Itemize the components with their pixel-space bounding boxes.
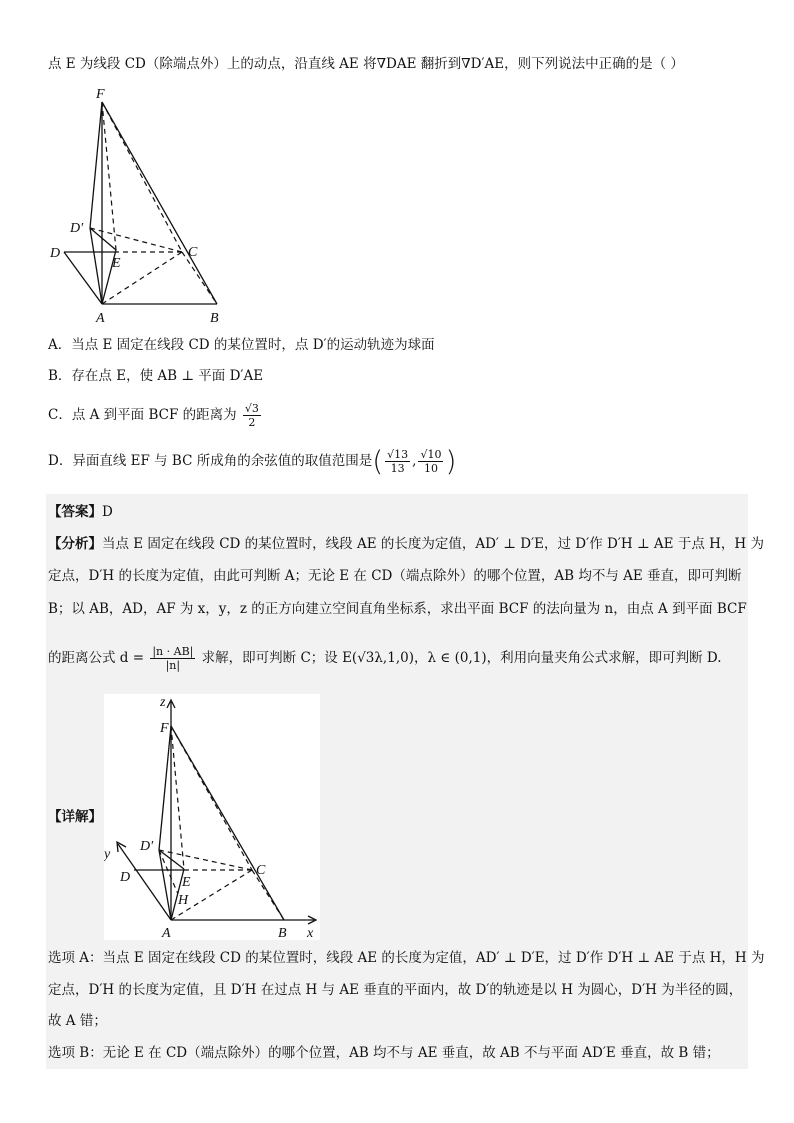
label-F: F xyxy=(160,721,169,736)
detail-label: 【详解】 xyxy=(48,809,102,825)
figure-2-coordinate-pyramid xyxy=(104,694,320,940)
detail-a-line-2: 定点，D′H 的长度为定值，且 D′H 在过点 H 与 AE 垂直的平面内，故 D′的轨迹是以 H 为圆心，D′H 为半径的圆， xyxy=(48,982,743,998)
label-H: H xyxy=(178,893,189,908)
figure-1-pyramid xyxy=(46,82,236,327)
analysis-line-1: 【分析】当点 E 固定在线段 CD 的某位置时，线段 AE 的长度为定值，AD′ ⊥ D′E，过 D′作 D′H ⊥ AE 于点 H，H 为 xyxy=(48,536,764,552)
question-intro: 点 E 为线段 CD（除端点外）上的动点，沿直线 AE 将∇DAE 翻折到∇D′AE，则下列说法中正确的是（ ） xyxy=(48,56,684,72)
label-B: B xyxy=(210,311,219,326)
option-b: B．存在点 E，使 AB ⊥ 平面 D′AE xyxy=(48,368,264,384)
label-A: A xyxy=(96,311,105,326)
label-y: y xyxy=(104,847,111,862)
analysis-line-2: 定点，D′H 的长度为定值，由此可判断 A；无论 E 在 CD（端点除外）的哪个位置，AB 均不与 AE 垂直，即可判断 xyxy=(48,568,742,584)
option-c: C．点 A 到平面 BCF 的距离为 $\frac{√3}{2}$ xyxy=(48,402,259,429)
detail-b-line-1: 选项 B：无论 E 在 CD（端点除外）的哪个位置，AB 均不与 AE 垂直，故 AB 不与平面 AD′E 垂直，故 B 错； xyxy=(48,1045,720,1061)
label-D-prime: D′ xyxy=(70,221,84,236)
label-x: x xyxy=(307,926,314,940)
option-d: D．异面直线 EF 与 BC 所成角的余弦值的取值范围是( $\frac{√13}{13}$ , $\frac{√10}{10}$ ) xyxy=(48,444,457,478)
distance-formula: $\frac{|n \cdot AB|}{|n|}$ xyxy=(152,645,194,672)
label-D: D xyxy=(50,246,61,261)
analysis-line-4: 的距离公式 d = $\frac{|n \cdot AB|}{|n|}$ 求解，即可判断 C；设 E(√3λ,1,0)，λ ∈ (0,1)，利用向量夹角公式求解，即可判断 D. xyxy=(48,645,722,672)
label-D: D xyxy=(120,870,131,885)
label-E: E xyxy=(112,256,121,271)
label-E: E xyxy=(182,875,191,890)
label-C: C xyxy=(256,863,266,878)
label-D-prime: D′ xyxy=(140,839,154,854)
label-A: A xyxy=(162,926,171,940)
option-d-fraction-1: $\frac{√13}{13}$ xyxy=(387,448,409,475)
label-F: F xyxy=(96,87,105,102)
option-a: A．当点 E 固定在线段 CD 的某位置时，点 D′的运动轨迹为球面 xyxy=(48,337,435,353)
option-c-fraction: $\frac{√3}{2}$ xyxy=(244,402,259,429)
option-d-fraction-2: $\frac{√10}{10}$ xyxy=(420,448,442,475)
detail-a-line-1: 选项 A：当点 E 固定在线段 CD 的某位置时，线段 AE 的长度为定值，AD′ ⊥ D′E，过 D′作 D′H ⊥ AE 于点 H，H 为 xyxy=(48,950,765,966)
analysis-line-3: B；以 AB，AD，AF 为 x，y，z 的正方向建立空间直角坐标系，求出平面 BCF 的法向量为 n，由点 A 到平面 BCF xyxy=(48,601,747,617)
label-z: z xyxy=(160,695,166,710)
label-B: B xyxy=(278,926,287,940)
detail-a-line-3: 故 A 错； xyxy=(48,1013,107,1029)
label-C: C xyxy=(188,245,198,260)
answer-line: 【答案】D xyxy=(48,504,113,520)
